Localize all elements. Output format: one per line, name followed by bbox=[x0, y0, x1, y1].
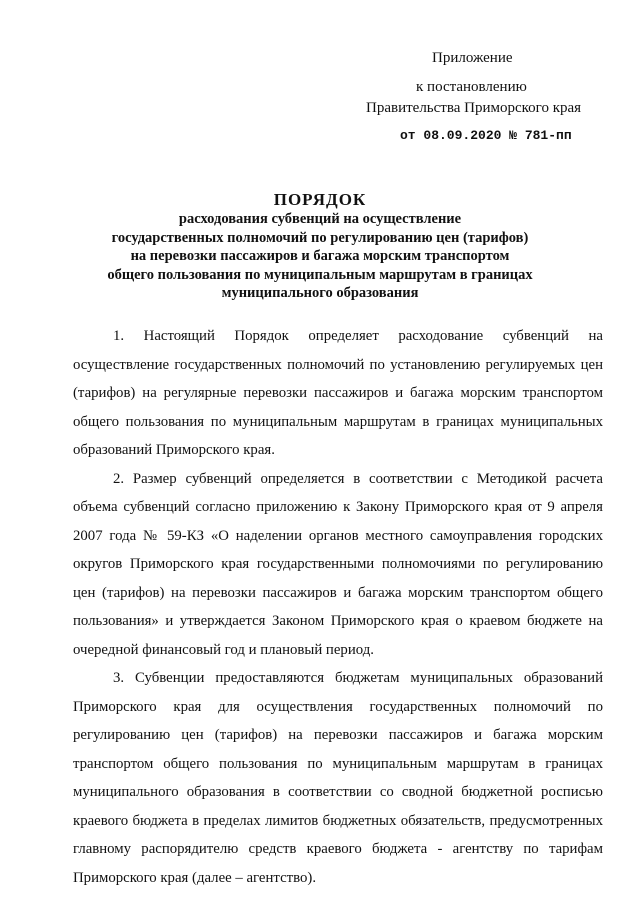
subtitle-line: государственных полномочий по регулированию цен (тарифов) bbox=[111, 229, 529, 246]
document-title-block bbox=[0, 190, 640, 303]
subtitle-line: расходования субвенций на осуществление bbox=[178, 211, 462, 227]
subtitle-line: муниципального образования bbox=[221, 285, 419, 301]
subtitle-line: на перевозки пассажиров и багажа морским транспортом bbox=[130, 248, 510, 264]
decree-stamp: от 08.09.2020 № 781-пп bbox=[400, 128, 572, 143]
paragraph-1: 1. Настоящий Порядок определяет расходование субвенций на осуществление государственных полномочий по установлению регулируемых цен (тарифов) на регулярные перевозки пассажиров и багажа морским транспортом общего пользования по муниципальным маршрутам в границах муниципальных образований Приморского края. bbox=[73, 328, 603, 458]
appendix-header bbox=[360, 48, 600, 146]
appendix-government-line: Правительства Приморского края bbox=[366, 100, 582, 116]
paragraph-2: 2. Размер субвенций определяется в соответствии с Методикой расчета объема субвенций согласно приложению к Закону Приморского края от 9 апреля 2007 года № 59-КЗ «О наделении органов местного самоуправления городских округов Приморского края государственными полномочиями по регулированию цен (тарифов) на перевозки пассажиров и багажа морским транспортом общего пользования» и утверждается Законом Приморского края о краевом бюджете на очередной финансовый год и плановый период. bbox=[73, 470, 603, 658]
subtitle-line: общего пользования по муниципальным маршрутам в границах bbox=[107, 266, 533, 283]
document-title: ПОРЯДОК bbox=[273, 190, 367, 209]
appendix-label: Приложение bbox=[432, 50, 513, 66]
paragraph-3: 3. Субвенции предоставляются бюджетам муниципальных образований Приморского края для осуществления государственных полномочий по регулированию цен (тарифов) на перевозки пассажиров и багажа морским транспортом общего пользования по муниципальным маршрутам в границах муниципального образования в соответствии со сводной бюджетной росписью краевого бюджета в пределах лимитов бюджетных обязательств, предусмотренных главному распорядителю средств краевого бюджета - агентству по тарифам Приморского края (далее – агентство). bbox=[73, 670, 603, 886]
appendix-resolution-line: к постановлению bbox=[416, 79, 527, 95]
document-body bbox=[73, 322, 603, 892]
